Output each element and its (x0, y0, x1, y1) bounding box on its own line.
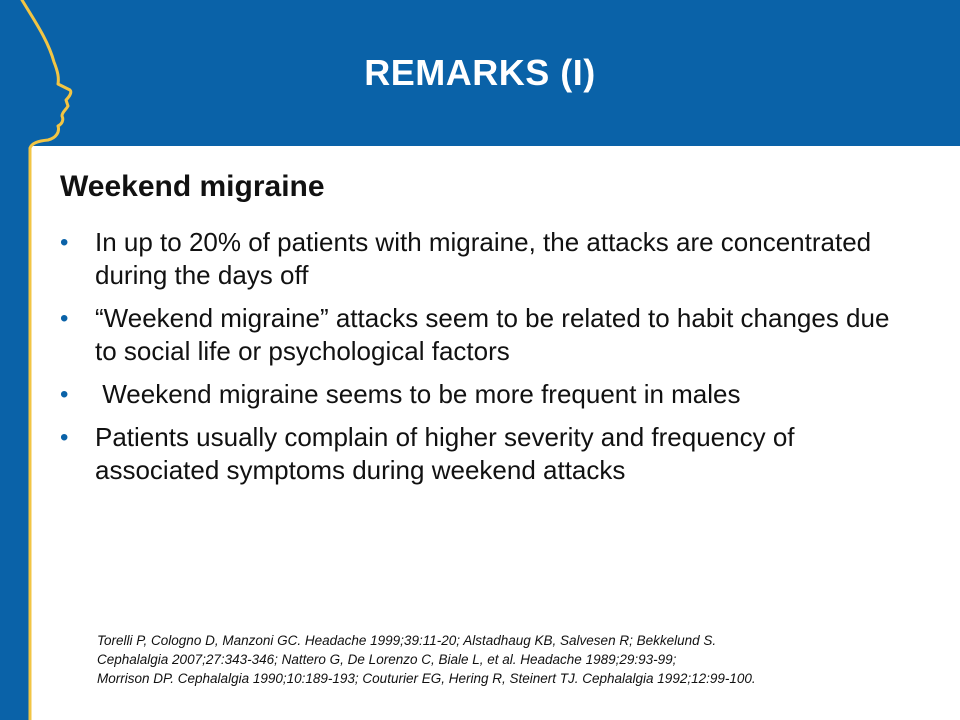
bullet-marker: • (60, 229, 69, 256)
bullet-text: “Weekend migraine” attacks seem to be related to habit changes due to social life or psychological factors (95, 303, 890, 366)
bullet-text: Patients usually complain of higher severity and frequency of associated symptoms during weekend attacks (95, 422, 795, 485)
bullet-text: In up to 20% of patients with migraine, the attacks are concentrated during the days off (95, 227, 872, 290)
bullet-list (60, 226, 910, 497)
bullet-text: Weekend migraine seems to be more frequent in males (95, 379, 741, 409)
bullet-item (60, 421, 910, 487)
reference-line: Torelli P, Cologno D, Manzoni GC. Headache 1999;39:11-20; Alstadhaug KB, Salvesen R; Bekkelund S. (97, 633, 717, 648)
bullet-item (60, 378, 910, 411)
bullet-marker: • (60, 381, 69, 408)
reference-line: Morrison DP. Cephalalgia 1990;10:189-193; Couturier EG, Hering R, Steinert TJ. Cephalalgia 1992;12:99-100. (97, 671, 756, 686)
bullet-marker: • (60, 424, 69, 451)
bullet-marker: • (60, 305, 69, 332)
bullet-item (60, 302, 910, 368)
references (97, 631, 937, 688)
reference-line: Cephalalgia 2007;27:343-346; Nattero G, De Lorenzo C, Biale L, et al. Headache 1989;29:93-99; (97, 652, 677, 667)
section-heading: Weekend migraine (60, 170, 325, 203)
slide-title: REMARKS (I) (364, 52, 596, 93)
bullet-item (60, 226, 910, 292)
